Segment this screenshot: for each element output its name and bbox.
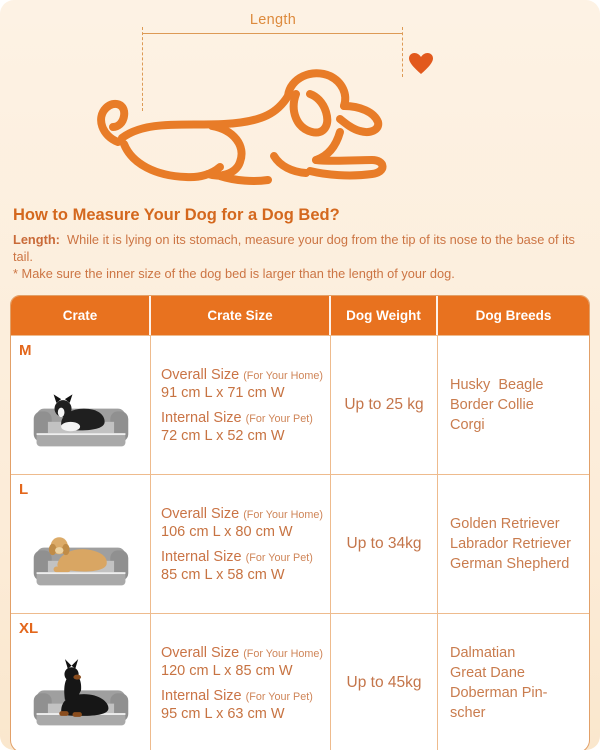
- heart-icon: [408, 52, 434, 76]
- overall-size-value-m: 91 cm L x 71 cm W: [161, 384, 285, 401]
- breed-line: Corgi: [450, 417, 485, 434]
- size-label-m: M: [19, 342, 32, 360]
- measure-line: [143, 33, 403, 34]
- table-row-xl-breeds: [438, 613, 589, 750]
- internal-size-label: Internal Size: [161, 409, 242, 426]
- overall-size-value-xl: 120 cm L x 85 cm W: [161, 662, 293, 679]
- header-dog-weight: Dog Weight: [331, 296, 438, 335]
- internal-size-label: Internal Size: [161, 687, 242, 704]
- table-row-l-breeds: [438, 474, 589, 613]
- measuring-illustration: [0, 0, 600, 200]
- size-table: [10, 295, 590, 750]
- weight-value-m: Up to 25 kg: [344, 396, 424, 414]
- breed-line: Great Dane: [450, 665, 525, 682]
- overall-size-value-l: 106 cm L x 80 cm W: [161, 523, 293, 540]
- measure-note: * Make sure the inner size of the dog bed is larger than the length of your dog.: [13, 266, 455, 282]
- table-row-l-crate: [11, 474, 151, 613]
- breed-line: Husky Beagle: [450, 377, 544, 394]
- breed-line: Doberman Pin-: [450, 685, 548, 702]
- table-row-m-crate: [11, 335, 151, 474]
- length-measure-label: Length: [249, 12, 297, 28]
- weight-value-l: Up to 34kg: [346, 535, 422, 553]
- table-row-l-weight: [331, 474, 438, 613]
- table-row-m-breeds: [438, 335, 589, 474]
- dog-bed-photo-border-collie: [29, 378, 133, 460]
- header-crate-size: Crate Size: [151, 296, 331, 335]
- overall-size-label: Overall Size: [161, 644, 240, 661]
- intro-section: [0, 206, 600, 282]
- dog-outline-illustration: [88, 50, 420, 186]
- measure-term: Length: [13, 232, 56, 247]
- table-row-xl-crate: [11, 613, 151, 750]
- size-label-l: L: [19, 481, 29, 499]
- table-row-m-sizes: Overall Size (For Your Home) 91 cm L x 71 cm W Internal Size (For Your Pet) 72 cm L x 52 cm W: [151, 335, 331, 474]
- header-dog-breeds: Dog Breeds: [438, 296, 589, 335]
- overall-size-label: Overall Size: [161, 505, 240, 522]
- breed-line: scher: [450, 705, 486, 722]
- table-row-m-weight: [331, 335, 438, 474]
- size-label-xl: XL: [19, 620, 39, 638]
- page-title: How to Measure Your Dog for a Dog Bed?: [13, 206, 340, 224]
- breed-line: Border Collie: [450, 397, 534, 414]
- header-crate: Crate: [11, 296, 151, 335]
- breed-line: German Shepherd: [450, 556, 570, 573]
- internal-size-value-m: 72 cm L x 52 cm W: [161, 427, 285, 444]
- overall-size-label: Overall Size: [161, 366, 240, 383]
- table-row-l-sizes: Overall Size (For Your Home) 106 cm L x 80 cm W Internal Size (For Your Pet) 85 cm L x 58 cm W: [151, 474, 331, 613]
- internal-size-label: Internal Size: [161, 548, 242, 565]
- dog-bed-photo-golden-retriever: [29, 517, 133, 599]
- table-row-xl-weight: [331, 613, 438, 750]
- internal-size-value-l: 85 cm L x 58 cm W: [161, 566, 285, 583]
- breed-line: Labrador Retriever: [450, 536, 571, 553]
- breed-line: Golden Retriever: [450, 516, 560, 533]
- dog-bed-photo-doberman: [29, 656, 133, 738]
- breed-line: Dalmatian: [450, 645, 516, 662]
- internal-size-value-xl: 95 cm L x 63 cm W: [161, 705, 285, 722]
- measure-instruction: Length: While it is lying on its stomach, measure your dog from the tip of its nose to the base of its tail.: [13, 232, 575, 265]
- weight-value-xl: Up to 45kg: [346, 674, 422, 692]
- table-row-xl-sizes: Overall Size (For Your Home) 120 cm L x 85 cm W Internal Size (For Your Pet) 95 cm L x 63 cm W: [151, 613, 331, 750]
